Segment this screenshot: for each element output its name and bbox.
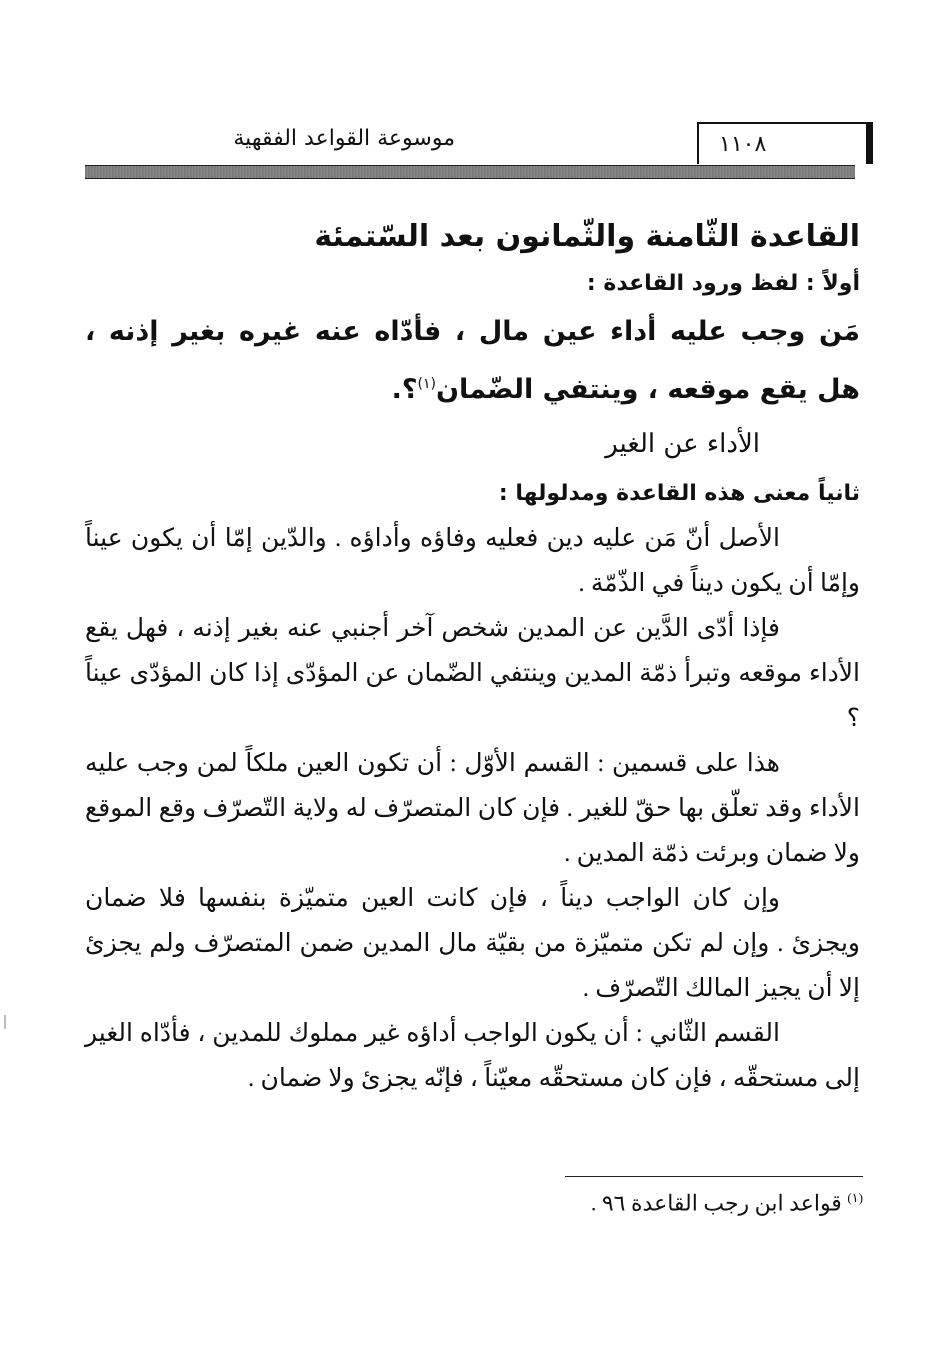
footnote-separator — [565, 1176, 863, 1177]
page-number-box — [697, 122, 873, 164]
paragraph: فإذا أدّى الدَّين عن المدين شخص آخر أجنبي عنه بغير إذنه ، فهل يقع الأداء موقعه وتبرأ ذمّة المدين وينتفي الضّمان عن المؤدّى إذا كان المؤدّى عيناً ؟ — [85, 615, 860, 732]
main-content — [85, 212, 860, 1101]
footnote-ref: (١) — [847, 1190, 863, 1205]
footnote — [591, 1190, 863, 1216]
paragraph: الأصل أنّ مَن عليه دين فعليه وفاؤه وأداؤه . والدّين إمّا أن يكون عيناً وإمّا أن يكون ديناً في الذّمّة . — [85, 525, 860, 597]
rule-title: القاعدة الثّامنة والثّمانون بعد السّتمئة — [314, 219, 860, 254]
rule-statement — [85, 306, 860, 416]
rule-statement-end: ؟. — [391, 374, 418, 405]
footnote-marker: (١) — [417, 376, 436, 392]
paragraph: هذا على قسمين : القسم الأوّل : أن تكون العين ملكاً لمن وجب عليه الأداء وقد تعلّق بها حقّ للغير . فإن كان المتصرّف له ولاية التّصرّف وقع الموقع ولا ضمان وبرئت ذمّة المدين . — [85, 750, 860, 867]
header-divider — [85, 165, 855, 179]
page-header — [85, 122, 855, 170]
paragraph: القسم الثّاني : أن يكون الواجب أداؤه غير مملوك للمدين ، فأدّاه الغير إلى مستحقّه ، فإن كان مستحقّه معيّناً ، فإنّه يجزئ ولا ضمان . — [85, 1020, 860, 1092]
section-heading-wording: أولاً : لفظ ورود القاعدة : — [586, 271, 860, 296]
page-number: ١١٠٨ — [719, 132, 767, 157]
topic-label: الأداء عن الغير — [605, 429, 760, 459]
scan-artifact — [4, 1015, 6, 1029]
section-heading-meaning: ثانياً معنى هذه القاعدة ومدلولها : — [498, 481, 860, 506]
footnote-text: قواعد ابن رجب القاعدة ٩٦ . — [590, 1190, 842, 1216]
book-title: موسوعة القواعد الفقهية — [233, 126, 455, 151]
paragraph: وإن كان الواجب ديناً ، فإن كانت العين متميّزة بنفسها فلا ضمان ويجزئ . وإن لم تكن متميّزة من بقيّة مال المدين ضمن المتصرّف ولم يجزئ إلا أن يجيز المالك التّصرّف . — [85, 885, 860, 1002]
rule-statement-text: مَن وجب عليه أداء عين مال ، فأدّاه عنه غيره بغير إذنه ، هل يقع موقعه ، وينتفي الضّمان — [85, 316, 860, 405]
